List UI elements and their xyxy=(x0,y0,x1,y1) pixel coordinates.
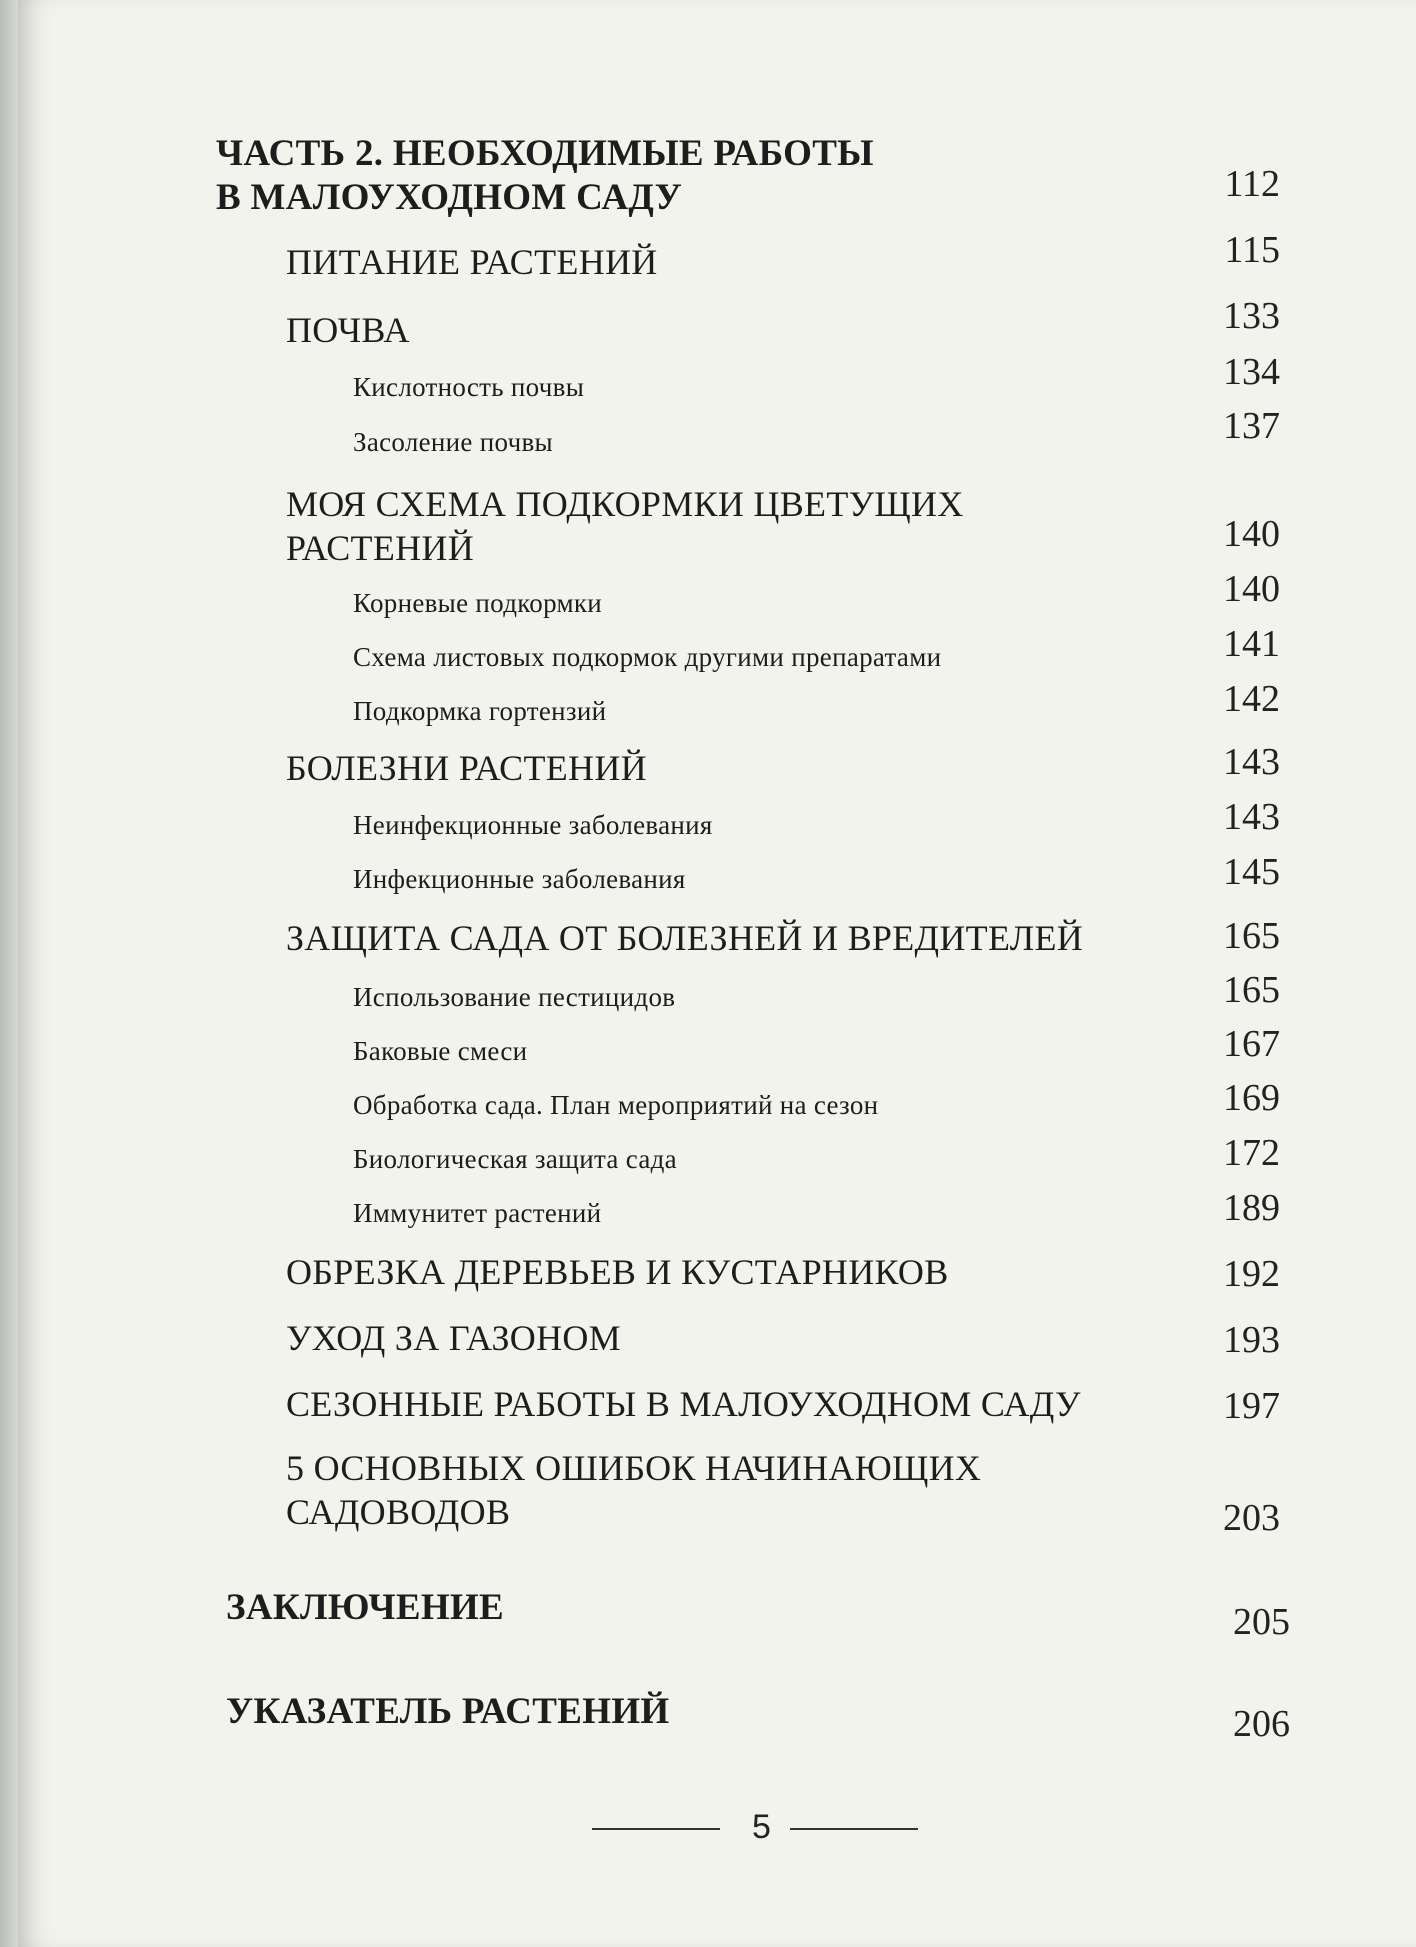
toc-page-number: 192 xyxy=(1223,1253,1280,1295)
toc-page-number: 140 xyxy=(1223,513,1280,555)
toc-page-number: 143 xyxy=(1223,741,1280,783)
toc-page-number: 165 xyxy=(1223,969,1280,1011)
toc-entry-title-line1: 5 ОСНОВНЫХ ОШИБОК НАЧИНАЮЩИХ xyxy=(286,1448,982,1488)
toc-page-number: 137 xyxy=(1223,405,1280,447)
toc-subentry-title: Неинфекционные заболевания xyxy=(353,810,713,840)
toc-page-number: 115 xyxy=(1224,229,1280,271)
toc-page-number: 167 xyxy=(1223,1023,1280,1065)
toc-part-title-line1: ЧАСТЬ 2. НЕОБХОДИМЫЕ РАБОТЫ xyxy=(216,133,874,174)
toc-page-number: 169 xyxy=(1223,1077,1280,1119)
toc-entry-title: УХОД ЗА ГАЗОНОМ xyxy=(286,1318,621,1358)
toc-subentry-title: Инфекционные заболевания xyxy=(353,864,686,894)
toc-page-number: 142 xyxy=(1223,678,1280,720)
page-number: 5 xyxy=(752,1808,771,1846)
toc-page-number: 203 xyxy=(1223,1497,1280,1539)
toc-subentry-title: Кислотность почвы xyxy=(353,372,585,402)
toc-part-title-line2: В МАЛОУХОДНОМ САДУ xyxy=(216,177,683,218)
toc-heading: ЗАКЛЮЧЕНИЕ xyxy=(226,1587,504,1628)
toc-entry-title: СЕЗОННЫЕ РАБОТЫ В МАЛОУХОДНОМ САДУ xyxy=(286,1384,1081,1424)
toc-subentry-title: Иммунитет растений xyxy=(353,1198,602,1228)
toc-entry-title: БОЛЕЗНИ РАСТЕНИЙ xyxy=(286,748,647,788)
toc-subentry-title: Биологическая защита сада xyxy=(353,1144,677,1174)
toc-entry-title: ПОЧВА xyxy=(286,310,410,350)
toc-page-number: 197 xyxy=(1223,1385,1280,1427)
toc-page-number: 112 xyxy=(1224,163,1280,205)
footer-rule-left xyxy=(592,1828,720,1830)
toc-page xyxy=(18,0,1416,1947)
toc-subentry-title: Засоление почвы xyxy=(353,427,553,457)
book-gutter xyxy=(0,0,18,1947)
toc-page-number: 172 xyxy=(1223,1132,1280,1174)
toc-entry-title: ПИТАНИЕ РАСТЕНИЙ xyxy=(286,242,658,282)
toc-page-number: 133 xyxy=(1223,295,1280,337)
toc-subentry-title: Использование пестицидов xyxy=(353,982,676,1012)
toc-page-number: 141 xyxy=(1223,623,1280,665)
footer-rule-right xyxy=(790,1828,918,1830)
toc-page-number: 145 xyxy=(1223,851,1280,893)
toc-page-number: 206 xyxy=(1233,1703,1290,1745)
toc-subentry-title: Обработка сада. План мероприятий на сезон xyxy=(353,1090,879,1120)
toc-page-number: 205 xyxy=(1233,1601,1290,1643)
toc-page-number: 193 xyxy=(1223,1319,1280,1361)
toc-page-number: 134 xyxy=(1223,351,1280,393)
toc-entry-title: ЗАЩИТА САДА ОТ БОЛЕЗНЕЙ И ВРЕДИТЕЛЕЙ xyxy=(286,918,1084,958)
toc-entry-title-line2: САДОВОДОВ xyxy=(286,1492,511,1532)
toc-page-number: 189 xyxy=(1223,1187,1280,1229)
toc-page-number: 143 xyxy=(1223,796,1280,838)
toc-entry-title: ОБРЕЗКА ДЕРЕВЬЕВ И КУСТАРНИКОВ xyxy=(286,1252,949,1292)
toc-subentry-title: Корневые подкормки xyxy=(353,588,603,618)
toc-subentry-title: Подкормка гортензий xyxy=(353,696,607,726)
toc-page-number: 140 xyxy=(1223,568,1280,610)
toc-heading: УКАЗАТЕЛЬ РАСТЕНИЙ xyxy=(226,1691,670,1732)
toc-page-number: 165 xyxy=(1223,915,1280,957)
toc-entry-title-line1: МОЯ СХЕМА ПОДКОРМКИ ЦВЕТУЩИХ xyxy=(286,484,964,524)
toc-entry-title-line2: РАСТЕНИЙ xyxy=(286,528,475,568)
toc-subentry-title: Схема листовых подкормок другими препаратами xyxy=(353,642,942,672)
toc-subentry-title: Баковые смеси xyxy=(353,1036,528,1066)
